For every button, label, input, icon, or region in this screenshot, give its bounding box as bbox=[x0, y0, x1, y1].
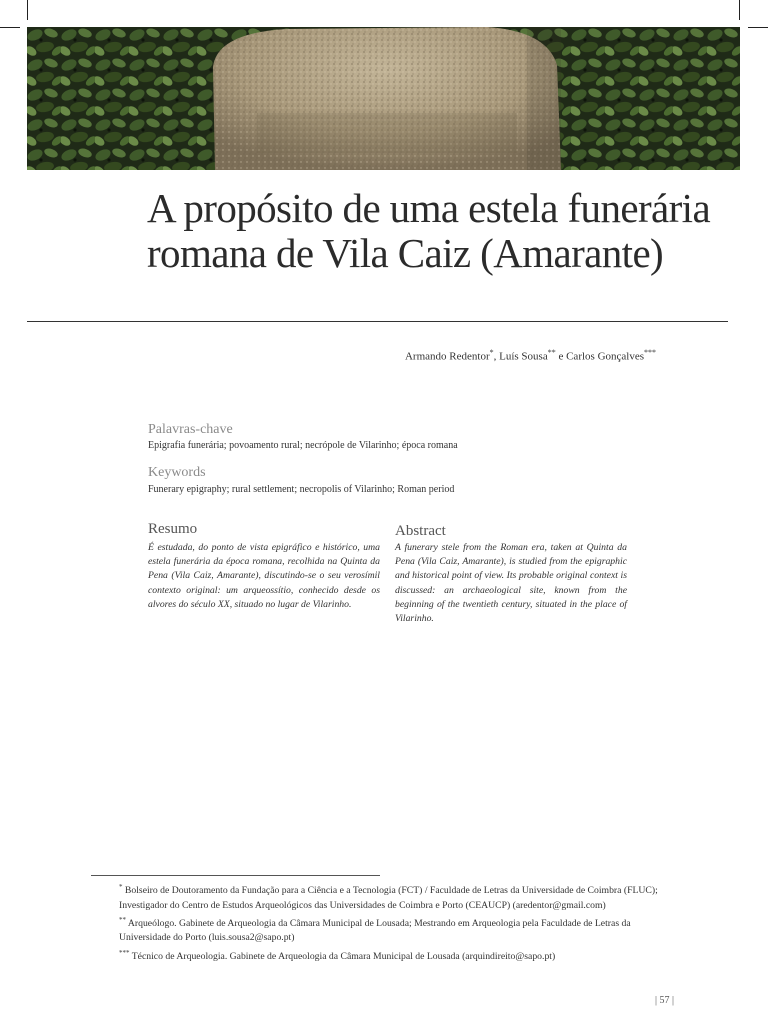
footnotes bbox=[119, 880, 659, 964]
author-separator: e bbox=[555, 350, 567, 363]
author-name: Carlos Gonçalves bbox=[566, 350, 644, 363]
author-separator: , bbox=[493, 350, 500, 363]
footnote-mark: *** bbox=[119, 948, 130, 957]
author-name: Armando Redentor bbox=[404, 350, 490, 363]
footnote-mark: ** bbox=[547, 348, 556, 357]
article-title: A propósito de uma estela funerária romana de Vila Caiz (Amarante) bbox=[147, 185, 711, 276]
keywords-en-heading: Keywords bbox=[148, 465, 206, 480]
footnote bbox=[119, 946, 659, 965]
title-divider bbox=[27, 321, 728, 322]
footnote-text: Técnico de Arqueologia. Gabinete de Arqueologia da Câmara Municipal de Lousada (arquindireito@sapo.pt) bbox=[129, 950, 556, 962]
footnote-mark: *** bbox=[644, 348, 656, 357]
footnote-mark: ** bbox=[119, 915, 126, 924]
author-line bbox=[405, 348, 656, 363]
keywords-en-text: Funerary epigraphy; rural settlement; necropolis of Vilarinho; Roman period bbox=[148, 484, 455, 495]
stele-photo bbox=[27, 27, 740, 170]
keywords-pt-heading: Palavras-chave bbox=[148, 422, 233, 437]
footnote bbox=[119, 880, 659, 913]
keywords-pt-text: Epigrafia funerária; povoamento rural; necrópole de Vilarinho; época romana bbox=[148, 440, 458, 451]
footnote-text: Arqueólogo. Gabinete de Arqueologia da Câmara Municipal de Lousada; Mestrando em Arqueologia pela Faculdade de Letras da Universidade do Porto (luis.sousa2@sapo.pt) bbox=[119, 918, 631, 944]
footnote bbox=[119, 913, 659, 946]
author-name: Luís Sousa bbox=[499, 350, 548, 363]
abstract-heading: Abstract bbox=[395, 523, 446, 539]
page-number: | 57 | bbox=[654, 995, 674, 1006]
footnote-text: Bolseiro de Doutoramento da Fundação para a Ciência e a Tecnologia (FCT) / Faculdade de Letras da Universidade de Coimbra (FLUC); Investigador do Centro de Estudos Arqueológicos das Universidades de Coimbra e Porto (CEAUCP) (aredentor@gmail.com) bbox=[119, 885, 658, 911]
resumo-text: É estudada, do ponto de vista epigráfico e histórico, uma estela funerária da época romana, recolhida na Quinta da Pena (Vila Caiz, Amarante), discutindo-se o seu verosímil contexto original: um arqueossítio, conhecido desde os alvores do século XX, situado no lugar de Vilarinho. bbox=[148, 542, 380, 610]
crop-mark bbox=[27, 0, 28, 20]
abstract-text: A funerary stele from the Roman era, taken at Quinta da Pena (Vila Caiz, Amarante), is studied from the epigraphic and historical point of view. Its probable original context is discussed: an archaeological site, known from the beginning of the twentieth century, situated in the place of Vilarinho. bbox=[395, 542, 627, 625]
footnote-mark: * bbox=[119, 883, 123, 891]
footnote-mark: * bbox=[489, 348, 494, 357]
footnote-divider bbox=[91, 875, 380, 876]
crop-mark bbox=[0, 27, 20, 28]
crop-mark bbox=[748, 27, 768, 28]
crop-mark bbox=[739, 0, 740, 20]
resumo-heading: Resumo bbox=[148, 521, 198, 537]
